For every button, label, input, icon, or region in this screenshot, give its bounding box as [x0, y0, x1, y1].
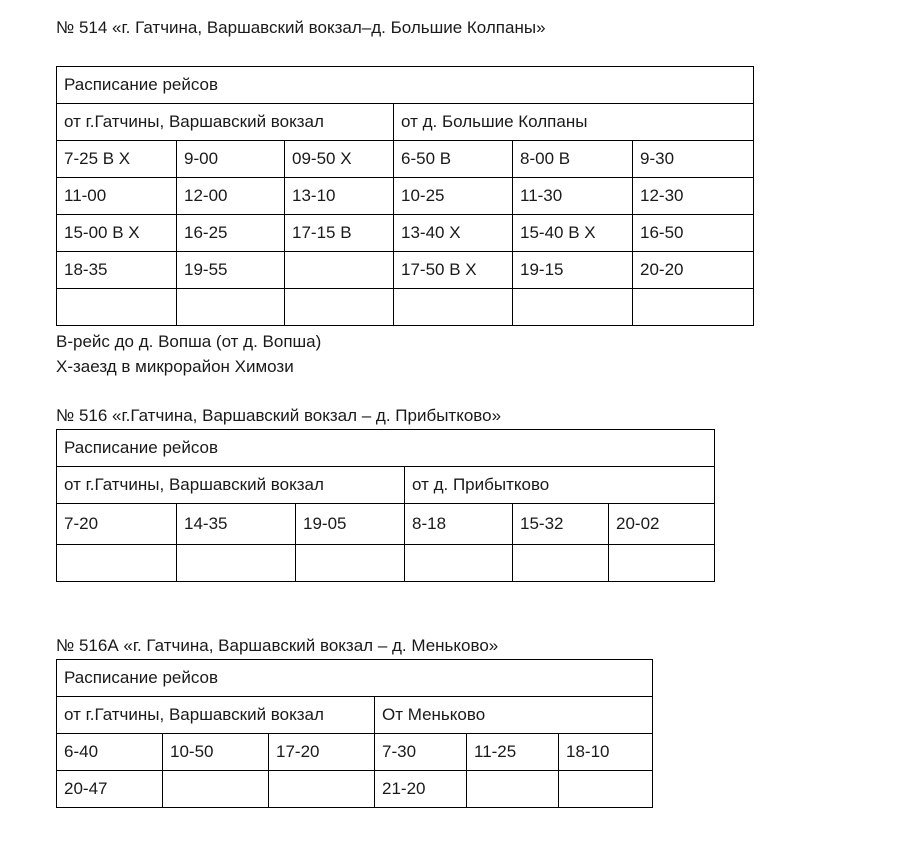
time-cell: 7-20: [57, 504, 177, 545]
time-cell: 10-50: [163, 734, 269, 771]
direction-from-gatchina: от г.Гатчины, Варшавский вокзал: [57, 104, 394, 141]
empty-cell: [57, 289, 177, 326]
route-514-title: № 514 «г. Гатчина, Варшавский вокзал–д. Большие Колпаны»: [56, 18, 546, 37]
time-cell: 6-40: [57, 734, 163, 771]
table-row: [57, 178, 754, 215]
table-row: [57, 252, 754, 289]
time-cell: [467, 771, 559, 808]
time-cell: 09-50 Х: [285, 141, 394, 178]
time-cell: 15-00 В Х: [57, 215, 177, 252]
time-cell: 16-25: [177, 215, 285, 252]
time-cell: 11-00: [57, 178, 177, 215]
empty-cell: [633, 289, 754, 326]
schedule-header: Расписание рейсов: [57, 67, 754, 104]
table-row: [57, 545, 715, 582]
time-cell: [269, 771, 375, 808]
time-cell: 7-30: [375, 734, 467, 771]
time-cell: 20-20: [633, 252, 754, 289]
time-cell: 9-30: [633, 141, 754, 178]
time-cell: 7-25 В Х: [57, 141, 177, 178]
time-cell: 20-47: [57, 771, 163, 808]
table-row: [57, 215, 754, 252]
table-row: [57, 504, 715, 545]
empty-cell: [513, 545, 609, 582]
time-cell: 12-00: [177, 178, 285, 215]
time-cell: 8-18: [405, 504, 513, 545]
table-row: [57, 289, 754, 326]
time-cell: 11-25: [467, 734, 559, 771]
time-cell: 6-50 В: [394, 141, 513, 178]
route-516-title: № 516 «г.Гатчина, Варшавский вокзал – д. Прибытково»: [56, 406, 502, 425]
direction-from-pribytkovo: от д. Прибытково: [405, 467, 715, 504]
time-cell: 14-35: [177, 504, 296, 545]
time-cell: [559, 771, 653, 808]
time-cell: 19-05: [296, 504, 405, 545]
legend-note-v: В-рейс до д. Вопша (от д. Вопша): [56, 332, 322, 351]
time-cell: [163, 771, 269, 808]
table-row: [57, 734, 653, 771]
time-cell: 18-35: [57, 252, 177, 289]
table-row: [57, 141, 754, 178]
time-cell: 9-00: [177, 141, 285, 178]
empty-cell: [513, 289, 633, 326]
time-cell: 15-40 В Х: [513, 215, 633, 252]
time-cell: 17-50 В Х: [394, 252, 513, 289]
time-cell: 13-40 Х: [394, 215, 513, 252]
time-cell: 19-55: [177, 252, 285, 289]
time-cell: 17-20: [269, 734, 375, 771]
direction-from-gatchina: от г.Гатчины, Варшавский вокзал: [57, 467, 405, 504]
empty-cell: [177, 289, 285, 326]
empty-cell: [177, 545, 296, 582]
empty-cell: [285, 289, 394, 326]
direction-from-menkovo: От Меньково: [375, 697, 653, 734]
direction-from-gatchina: от г.Гатчины, Варшавский вокзал: [57, 697, 375, 734]
schedule-header: Расписание рейсов: [57, 430, 715, 467]
route-514-table: [56, 66, 754, 326]
route-516a-title: № 516А «г. Гатчина, Варшавский вокзал – д. Меньково»: [56, 636, 499, 655]
legend-note-x: Х-заезд в микрорайон Химози: [56, 357, 294, 376]
direction-from-bolshie-kolpany: от д. Большие Колпаны: [394, 104, 754, 141]
empty-cell: [57, 545, 177, 582]
time-cell: 13-10: [285, 178, 394, 215]
empty-cell: [405, 545, 513, 582]
time-cell: 16-50: [633, 215, 754, 252]
time-cell: 19-15: [513, 252, 633, 289]
time-cell: 8-00 В: [513, 141, 633, 178]
table-row: [57, 771, 653, 808]
time-cell: 20-02: [609, 504, 715, 545]
schedule-header: Расписание рейсов: [57, 660, 653, 697]
time-cell: 21-20: [375, 771, 467, 808]
time-cell: 10-25: [394, 178, 513, 215]
time-cell: 15-32: [513, 504, 609, 545]
time-cell: [285, 252, 394, 289]
empty-cell: [394, 289, 513, 326]
route-516-table: [56, 429, 715, 582]
time-cell: 12-30: [633, 178, 754, 215]
time-cell: 11-30: [513, 178, 633, 215]
time-cell: 18-10: [559, 734, 653, 771]
time-cell: 17-15 В: [285, 215, 394, 252]
empty-cell: [609, 545, 715, 582]
route-516a-table: [56, 659, 653, 808]
empty-cell: [296, 545, 405, 582]
